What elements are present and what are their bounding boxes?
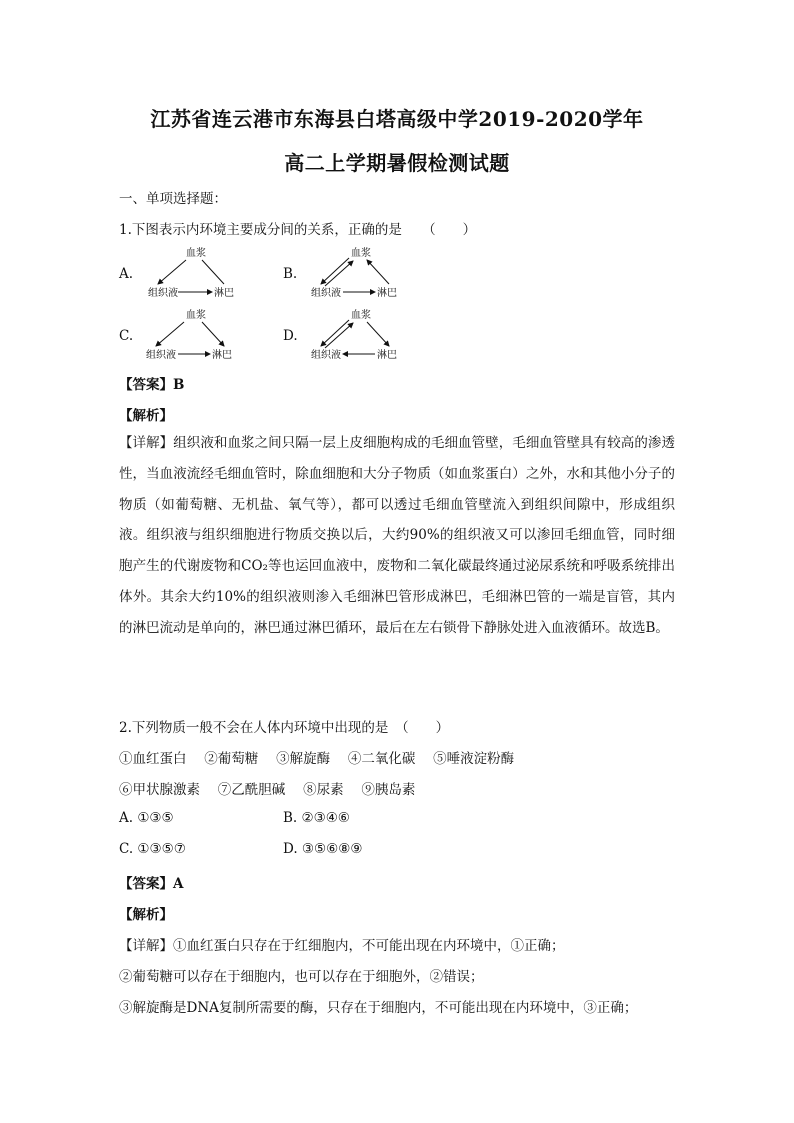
- node-lymph: 淋巴: [212, 350, 232, 361]
- node-lymph: 淋巴: [377, 288, 397, 299]
- question-2-option-c: C. ①③⑤⑦: [119, 841, 186, 857]
- question-2-explanation-3: ③解旋酶是DNA复制所需要的酶，只存在于细胞内，不可能出现在内环境中，③正确；: [119, 1000, 638, 1016]
- document-title-line2: 高二上学期暑假检测试题: [284, 151, 510, 175]
- question-2-option-a: A. ①③⑤: [119, 810, 174, 826]
- question-2-stem: 2.下列物质一般不会在人体内环境中出现的是 （ ）: [119, 720, 450, 736]
- line-plasma-lymph: [202, 260, 224, 284]
- question-1-explanation: 【详解】组织液和血浆之间只隔一层上皮细胞构成的毛细血管壁，毛细血管壁具有较高的渗透性，当血液流经毛细血管时，除血细胞和大分子物质（如血浆蛋白）之外，水和其他小分子的物质（如葡萄糖、无机盐、氧气等），都可以透过毛细血管壁流入到组织间隙中，形成组织液。组织液与组织细胞进行物质交换以后，大约90%的组织液又可以渗回毛细血管，同时细胞产生的代谢废物和CO₂等也运回血液中，废物和二氧化碳最终通过泌尿系统和呼吸系统排出体外。其余大约10%的组织液则渗入毛细淋巴管形成淋巴，毛细淋巴管的一端是盲管，其内的淋巴流动是单向的，淋巴通过淋巴循环，最后在左右锁骨下静脉处进入血液循环。故选B。: [119, 435, 675, 636]
- arrow-tissue-to-plasma: [325, 261, 353, 286]
- node-plasma: 血浆: [351, 310, 371, 321]
- option-a-label: A.: [119, 266, 134, 282]
- node-plasma: 血浆: [186, 310, 206, 321]
- diagram-option-c: [140, 306, 250, 366]
- arrow-tissue-to-plasma: [325, 323, 353, 348]
- question-1-analysis-heading: 【解析】: [119, 408, 173, 424]
- question-2-answer: 【答案】A: [119, 876, 184, 892]
- node-lymph: 淋巴: [214, 288, 234, 299]
- question-1-answer: 【答案】B: [119, 377, 185, 393]
- node-tissue-fluid: 组织液: [311, 350, 341, 361]
- option-b-label: B.: [283, 266, 298, 282]
- arrow-lymph-to-plasma: [367, 260, 389, 284]
- arrow-plasma-to-lymph: [202, 322, 224, 346]
- arrow-plasma-to-tissue: [156, 322, 184, 346]
- node-tissue-fluid: 组织液: [311, 288, 341, 299]
- arrow-plasma-to-lymph: [367, 322, 389, 346]
- arrow-plasma-to-tissue: [321, 320, 349, 346]
- node-tissue-fluid: 组织液: [148, 288, 178, 299]
- question-2-option-d: D. ③⑤⑥⑧⑨: [283, 841, 363, 857]
- diagram-option-b: [305, 244, 415, 304]
- question-2-analysis-heading: 【解析】: [119, 907, 173, 923]
- question-1-stem: 1.下图表示内环境主要成分间的关系，正确的是 （ ）: [119, 222, 477, 238]
- node-tissue-fluid: 组织液: [146, 350, 176, 361]
- document-title-line1: 江苏省连云港市东海县白塔高级中学2019-2020学年: [150, 107, 644, 131]
- node-plasma: 血浆: [186, 248, 206, 259]
- node-lymph: 淋巴: [377, 350, 397, 361]
- option-c-label: C.: [119, 328, 134, 344]
- question-2-explanation-2: ②葡萄糖可以存在于细胞内，也可以存在于细胞外，②错误；: [119, 969, 484, 985]
- question-2-explanation-1: 【详解】①血红蛋白只存在于红细胞内，不可能出现在内环境中，①正确；: [119, 938, 565, 954]
- option-d-label: D.: [283, 328, 298, 344]
- arrow-plasma-to-tissue: [158, 260, 186, 284]
- node-plasma: 血浆: [351, 248, 371, 259]
- section-heading: 一、单项选择题：: [119, 191, 227, 207]
- question-2-items-line2: ⑥甲状腺激素 ⑦乙酰胆碱 ⑧尿素 ⑨胰岛素: [119, 782, 416, 798]
- arrow-plasma-to-tissue: [321, 258, 349, 284]
- diagram-option-d: [305, 306, 415, 366]
- diagram-option-a: [140, 244, 250, 304]
- question-2-items-line1: ①血红蛋白 ②葡萄糖 ③解旋酶 ④二氧化碳 ⑤唾液淀粉酶: [119, 751, 515, 767]
- question-2-option-b: B. ②③④⑥: [283, 810, 350, 826]
